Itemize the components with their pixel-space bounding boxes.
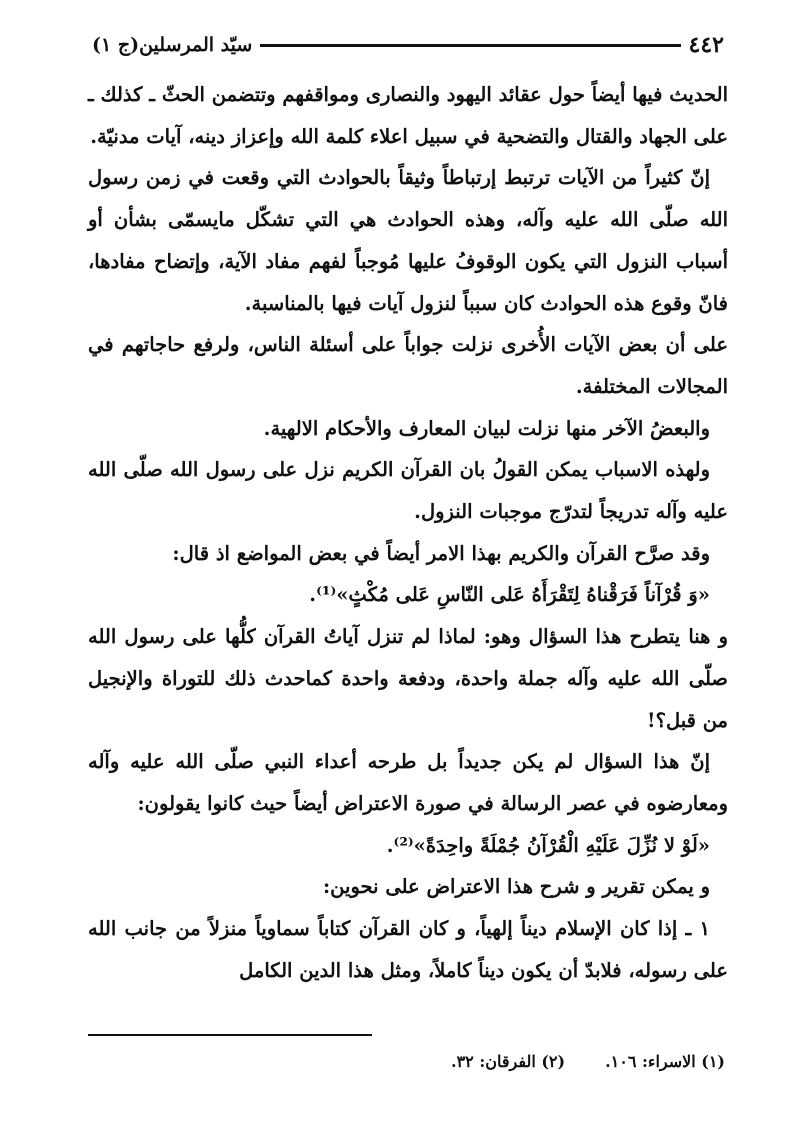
footnote: (٢) الفرقان: ٣٢. [451,1052,566,1071]
page-number: ٤٤٢ [688,32,724,58]
page-header [92,28,724,62]
quran-quote: «لَوْ لا نُزِّلَ عَلَيْهِ الْقُرْآنُ جُمْلَةً واحِدَةً»⁽²⁾. [386,833,710,857]
footnote-rule [88,1034,372,1036]
header-rule [260,44,680,47]
footnote: (١) الاسراء: ١٠٦. [605,1052,725,1071]
paragraph: والبعضُ الآخر منها نزلت لبيان المعارف والأحكام الالهية. [263,416,710,440]
paragraph: ولهذه الاسباب يمكن القولُ بان القرآن الكريم نزل على رسول الله صلّى الله عليه وآله تدريجاً لتدرّج موجبات النزول. [88,458,728,524]
body-text [88,74,728,991]
paragraph: إنّ كثيراً من الآيات ترتبط إرتباطاً وثيقاً بالحوادث التي وقعت في زمن رسول الله صلّى الله عليه وآله، وهذه الحوادث هي التي تشكّل مايسمّى بشأن أو أسباب النزول التي يكون الوقوفُ عليها مُوجباً لفهم مفاد الآية، وإتضاح مفادها، فانّ وقوع هذه الحوادث كان سبباً لنزول آيات فيها بالمناسبة. [88,166,728,315]
paragraph: إنّ هذا السؤال لم يكن جديداً بل طرحه أعداء النبي صلّى الله عليه وآله ومعارضوه في عصر الرسالة في صورة الاعتراض أيضاً حيث كانوا يقولون: [88,750,728,815]
footnotes [225,1052,725,1071]
paragraph: و يمكن تقرير و شرح هذا الاعتراض على نحوين: [322,875,710,899]
paragraph: ١ ـ إذا كان الإسلام ديناً إلهياً، و كان القرآن كتاباً سماوياً منزلاً من جانب الله على رسوله، فلابدّ أن يكون ديناً كاملاً، ومثل هذا الدين الكامل [88,917,728,982]
paragraph: على أن بعض الآيات الأُخرى نزلت جواباً على أسئلة الناس، ولرفع حاجاتهم في المجالات المختلفة. [88,333,728,398]
paragraph: الحديث فيها أيضاً حول عقائد اليهود والنصارى ومواقفهم وتتضمن الحثّ ـ كذلك ـ على الجهاد والقتال والتضحية في سبيل اعلاء كلمة الله وإعزاز دينه، آيات مدنيّة. [88,83,728,148]
quran-quote: «وَ قُرْآناً فَرَقْناهُ لِتَقْرَأَهُ عَلى النّاسِ عَلى مُكْثٍ»⁽¹⁾. [309,583,710,607]
paragraph: وقد صرَّح القرآن والكريم بهذا الامر أيضاً في بعض المواضع اذ قال: [172,541,710,565]
running-title: سيّد المرسلين(ج ١) [92,34,253,56]
paragraph: و هنا يتطرح هذا السؤال وهو: لماذا لم تنزل آياتُ القرآن كلُّها على رسول الله صلّى الله عليه وآله جملة واحدة، ودفعة واحدة كماحدث ذلك للتوراة والإنجيل من قبل؟! [88,625,728,732]
